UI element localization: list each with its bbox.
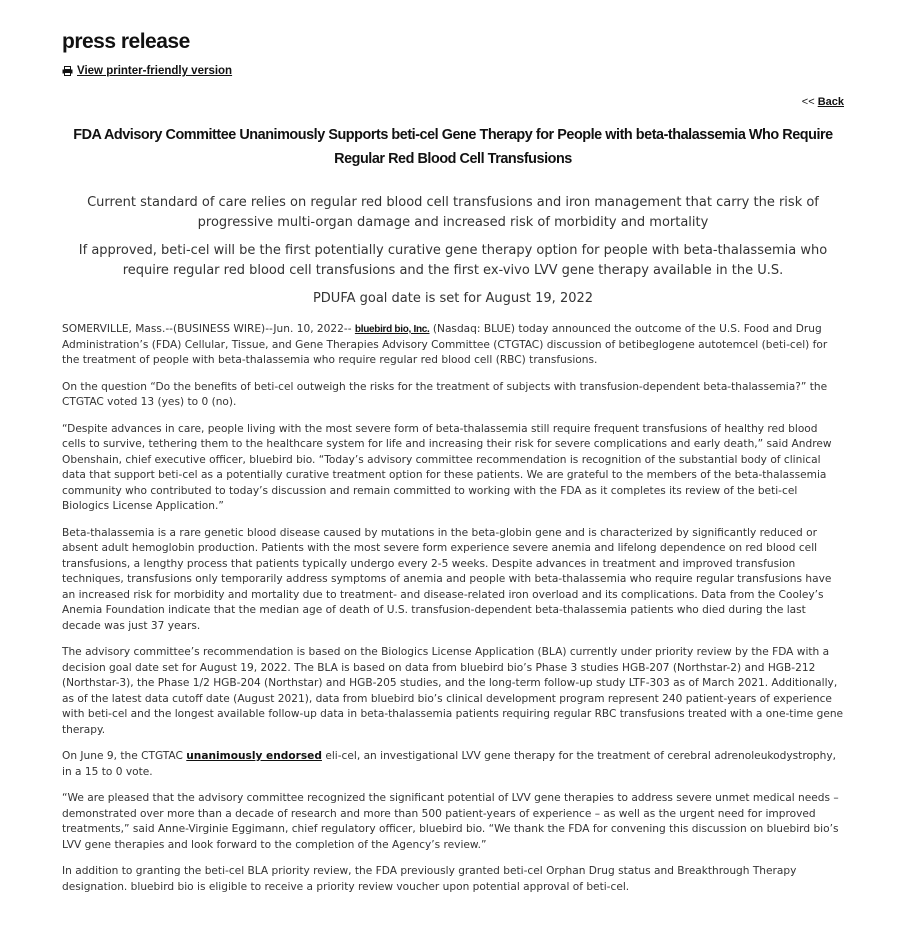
back-link[interactable]: Back: [817, 96, 844, 108]
paragraph-1: [62, 322, 844, 369]
paragraph-8: In addition to granting the beti-cel BLA priority review, the FDA previously granted beti-cel Orphan Drug status and Breakthrough Therapy designation. bluebird bio is eligible to receive a priority review voucher upon potential approval of beti-cel.: [62, 865, 797, 893]
article-body: [62, 322, 844, 906]
paragraph-3: “Despite advances in care, people living with the most severe form of beta-thalassemia still require frequent transfusions of healthy red blood cells to survive, tethering them to the healthcare system for life and increasing their risk for severe complications and early death,” said Andrew Obenshain, chief executive officer, bluebird bio. “Today’s advisory committee recommendation is recognition of the substantial body of clinical data that support beti-cel as a potentially curative treatment option for these patients. We are grateful to the members of the beta-thalassemia community who contributed to today’s discussion and remain committed to working with the FDA as it completes its review of the beti-cel Biologics License Application.”: [62, 422, 832, 512]
headline: FDA Advisory Committee Unanimously Supports beti-cel Gene Therapy for People with beta-thalassemia Who Require Regular Red Blood Cell Transfusions: [73, 127, 833, 167]
page-title: press release: [62, 30, 190, 53]
printer-friendly-row: [62, 65, 844, 77]
paragraph-6: [62, 749, 844, 780]
paragraph-6-text: eli-cel, an investigational LVV gene therapy for the treatment of cerebral adrenoleukodystrophy, in a 15 to 0 vote.: [62, 750, 837, 778]
printer-icon: [62, 66, 73, 76]
subheadlines: [62, 193, 844, 318]
paragraph-2: On the question “Do the benefits of beti-cel outweigh the risks for the treatment of subjects with transfusion-dependent beta-thalassemia?” the CTGTAC voted 13 (yes) to 0 (no).: [62, 380, 828, 408]
paragraph-1-text: (Nasdaq: BLUE) today announced the outcome of the U.S. Food and Drug Administration’s (FDA) Cellular, Tissue, and Gene Therapies Advisory Committee (CTGTAC) discussion of betibeglogene autotemcel (beti-cel) for the treatment of people with beta-thalassemia who require regular red blood cell (RBC) transfusions.: [62, 323, 828, 366]
subheadline-1: Current standard of care relies on regular red blood cell transfusions and iron management that carry the risk of progressive multi-organ damage and increased risk of morbidity and mortality: [87, 195, 819, 230]
press-release-container: [62, 30, 844, 893]
printer-friendly-link[interactable]: View printer-friendly version: [77, 65, 233, 77]
subheadline-3: PDUFA goal date is set for August 19, 2022: [312, 291, 594, 306]
paragraph-7: “We are pleased that the advisory committee recognized the significant potential of LVV gene therapies to address severe unmet medical needs – demonstrated over more than a decade of research and more than 500 patient-years of experience – as well as the urgent need for improved treatments,” said Anne-Virginie Eggimann, chief regulatory officer, bluebird bio. “We thank the FDA for convening this discussion on bluebird bio’s LVV gene therapies and look forward to the completion of the Agency’s review.”: [62, 792, 839, 851]
company-link[interactable]: bluebird bio, Inc.: [354, 324, 430, 335]
unanimously-endorsed-link[interactable]: unanimously endorsed: [186, 750, 322, 762]
back-prefix: <<: [801, 96, 818, 108]
paragraph-6-lead: On June 9, the CTGTAC: [62, 750, 187, 762]
dateline: SOMERVILLE, Mass.--(BUSINESS WIRE)--Jun. 10, 2022--: [62, 323, 355, 335]
paragraph-5: The advisory committee’s recommendation is based on the Biologics License Application (BLA) currently under priority review by the FDA with a decision goal date set for August 19, 2022. The BLA is based on data from bluebird bio’s Phase 3 studies HGB-207 (Northstar-2) and HGB-212 (Northstar-3), the Phase 1/2 HGB-204 (Northstar) and HGB-205 studies, and the long-term follow-up study LTF-303 as of March 2021. Additionally, as of the latest data cutoff date (August 2021), data from bluebird bio’s clinical development program represent 240 patient-years of experience with beti-cel and the longest available follow-up data in beta-thalassemia patients requiring regular RBC transfusions treated with a one-time gene therapy.: [62, 646, 844, 736]
back-nav: [802, 96, 844, 108]
paragraph-4: Beta-thalassemia is a rare genetic blood disease caused by mutations in the beta-globin gene and is characterized by significantly reduced or absent adult hemoglobin production. Patients with the most severe form experience severe anemia and lifelong dependence on red blood cell transfusions, a lengthy process that patients typically undergo every 2-5 weeks. Despite advances in treatment and improved transfusion techniques, transfusions only temporarily address symptoms of anemia and people with beta-thalassemia who require regular transfusions have an increased risk for morbidity and mortality due to treatment- and disease-related iron overload and its complications. Data from the Cooley’s Anemia Foundation indicate that the median age of death of U.S. transfusion-dependent beta-thalassemia patients who died during the last decade was just 37 years.: [62, 526, 832, 632]
subheadline-2: If approved, beti-cel will be the first potentially curative gene therapy option for people with beta-thalassemia who require regular red blood cell transfusions and the first ex-vivo LVV gene therapy available in the U.S.: [78, 243, 828, 278]
